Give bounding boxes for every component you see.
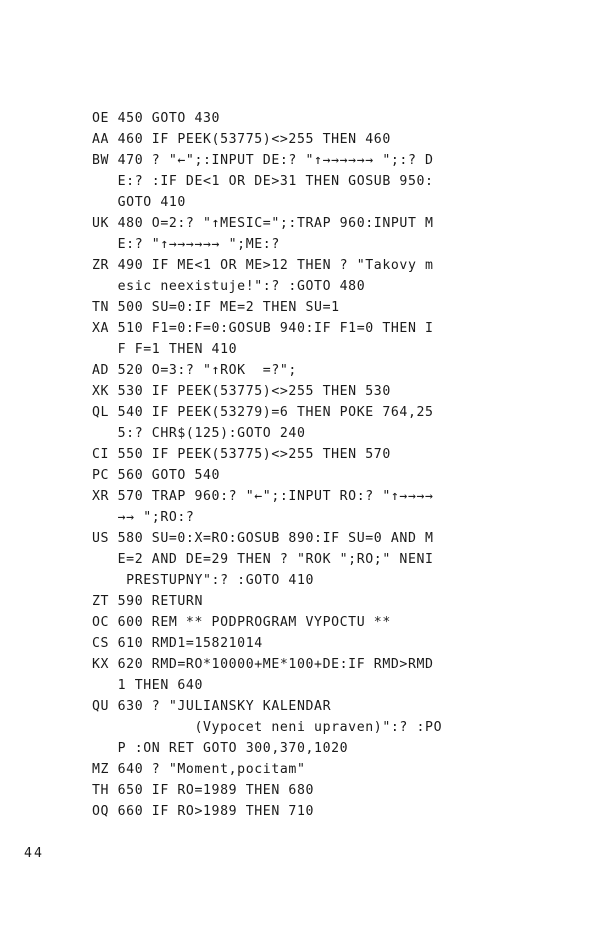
code-line: BW 470 ? "←";:INPUT DE:? "↑→→→→→→ ";:? D (92, 153, 434, 168)
code-listing (92, 108, 532, 822)
code-line: OC 600 REM ** PODPROGRAM VYPOCTU ** (92, 615, 391, 630)
code-line: E=2 AND DE=29 THEN ? "ROK ";RO;" NENI (92, 552, 434, 567)
code-line: CS 610 RMD1=15821014 (92, 636, 263, 651)
code-line: CI 550 IF PEEK(53775)<>255 THEN 570 (92, 447, 391, 462)
code-line: TH 650 IF RO=1989 THEN 680 (92, 783, 315, 798)
code-line: OE 450 GOTO 430 (92, 111, 221, 126)
code-line: XR 570 TRAP 960:? "←";:INPUT RO:? "↑→→→→ (92, 489, 434, 504)
code-line: E:? "↑→→→→→→ ";ME:? (92, 237, 280, 252)
code-line: UK 480 O=2:? "↑MESIC=";:TRAP 960:INPUT M (92, 216, 434, 231)
code-line: 1 THEN 640 (92, 678, 204, 693)
code-line: QU 630 ? "JULIANSKY KALENDAR (92, 699, 332, 714)
code-line: AA 460 IF PEEK(53775)<>255 THEN 460 (92, 132, 391, 147)
page-number: 44 (24, 846, 44, 861)
code-line: KX 620 RMD=RO*10000+ME*100+DE:IF RMD>RMD (92, 657, 434, 672)
code-line: →→ ";RO:? (92, 510, 195, 525)
code-line: PRESTUPNY":? :GOTO 410 (92, 573, 315, 588)
code-line: XA 510 F1=0:F=0:GOSUB 940:IF F1=0 THEN I (92, 321, 434, 336)
code-line: US 580 SU=0:X=RO:GOSUB 890:IF SU=0 AND M (92, 531, 434, 546)
code-line: XK 530 IF PEEK(53775)<>255 THEN 530 (92, 384, 391, 399)
code-line: esic neexistuje!":? :GOTO 480 (92, 279, 366, 294)
code-line: ZR 490 IF ME<1 OR ME>12 THEN ? "Takovy m (92, 258, 434, 273)
code-line: F F=1 THEN 410 (92, 342, 238, 357)
code-line: QL 540 IF PEEK(53279)=6 THEN POKE 764,25 (92, 405, 434, 420)
code-line: MZ 640 ? "Moment,pocitam" (92, 762, 306, 777)
code-line: ZT 590 RETURN (92, 594, 204, 609)
code-line: AD 520 O=3:? "↑ROK =?"; (92, 363, 297, 378)
code-line: TN 500 SU=0:IF ME=2 THEN SU=1 (92, 300, 340, 315)
code-line: PC 560 GOTO 540 (92, 468, 221, 483)
code-line: OQ 660 IF RO>1989 THEN 710 (92, 804, 315, 819)
code-line: (Vypocet neni upraven)":? :PO (92, 720, 443, 735)
code-line: GOTO 410 (92, 195, 186, 210)
code-line: P :ON RET GOTO 300,370,1020 (92, 741, 349, 756)
code-line: E:? :IF DE<1 OR DE>31 THEN GOSUB 950: (92, 174, 434, 189)
code-line: 5:? CHR$(125):GOTO 240 (92, 426, 306, 441)
